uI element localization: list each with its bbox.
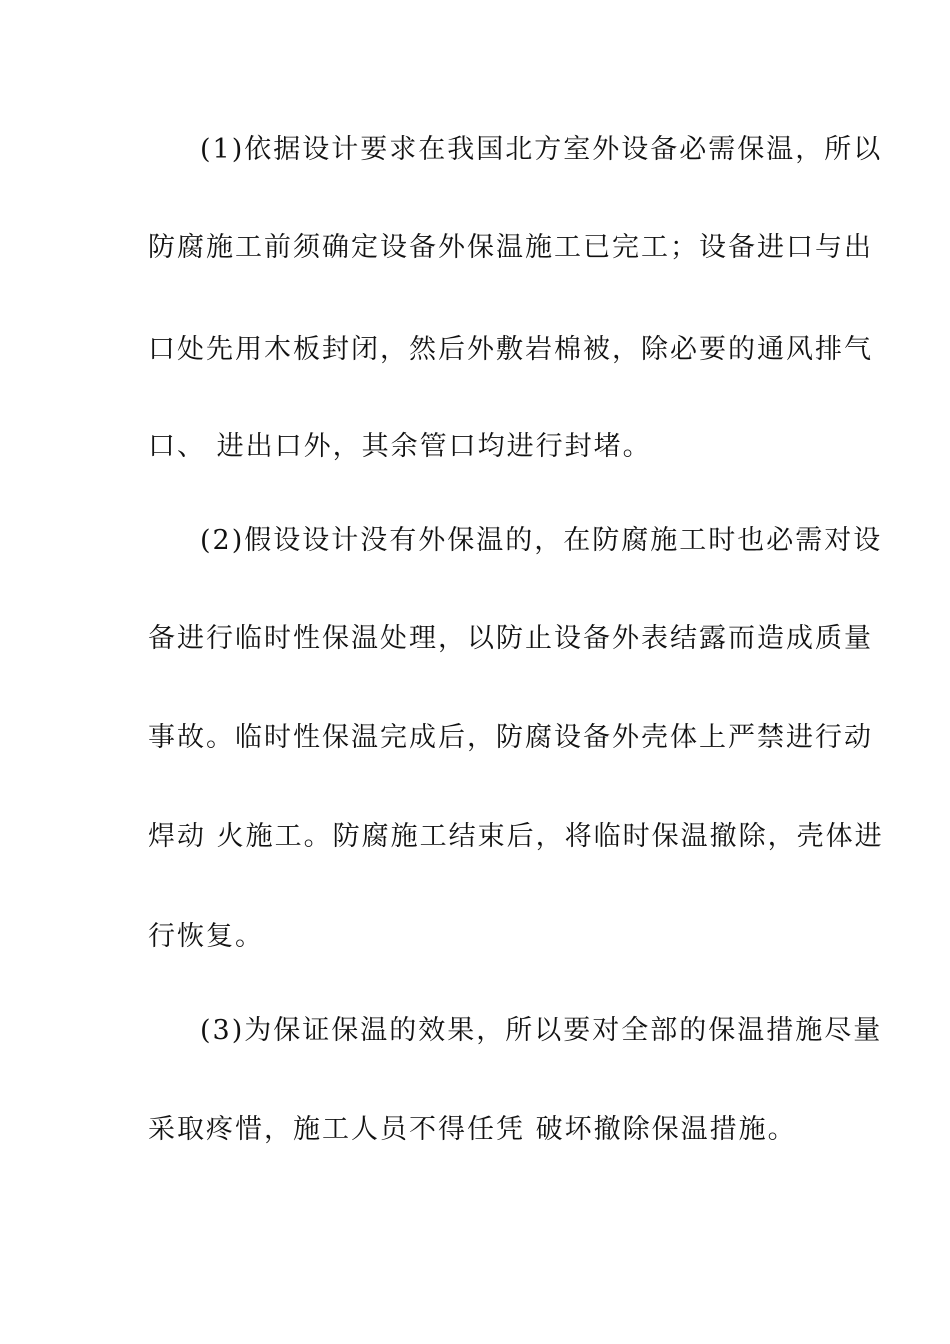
paragraph-1-line-3: 口处先用木板封闭，然后外敷岩棉被，除必要的通风排气 — [148, 334, 873, 365]
paragraph-2-line-4: 焊动 火施工。防腐施工结束后，将临时保温撤除，壳体进 — [148, 821, 884, 852]
paragraph-2-line-1: (2)假设设计没有外保温的，在防腐施工时也必需对设 — [200, 525, 883, 556]
paragraph-2-line-2: 备进行临时性保温处理，以防止设备外表结露而造成质量 — [148, 623, 873, 654]
paragraph-3-line-2: 采取疼惜，施工人员不得任凭 破坏撤除保温措施。 — [148, 1114, 797, 1145]
paragraph-1-line-4: 口、 进出口外，其余管口均进行封堵。 — [148, 431, 652, 462]
paragraph-2-line-5: 行恢复。 — [148, 921, 264, 952]
paragraph-1-line-2: 防腐施工前须确定设备外保温施工已完工；设备进口与出 — [148, 232, 873, 263]
paragraph-3-line-1: (3)为保证保温的效果，所以要对全部的保温措施尽量 — [200, 1015, 883, 1046]
paragraph-1-line-1: (1)依据设计要求在我国北方室外设备必需保温，所以 — [200, 134, 883, 165]
paragraph-2-line-3: 事故。临时性保温完成后，防腐设备外壳体上严禁进行动 — [148, 722, 873, 753]
